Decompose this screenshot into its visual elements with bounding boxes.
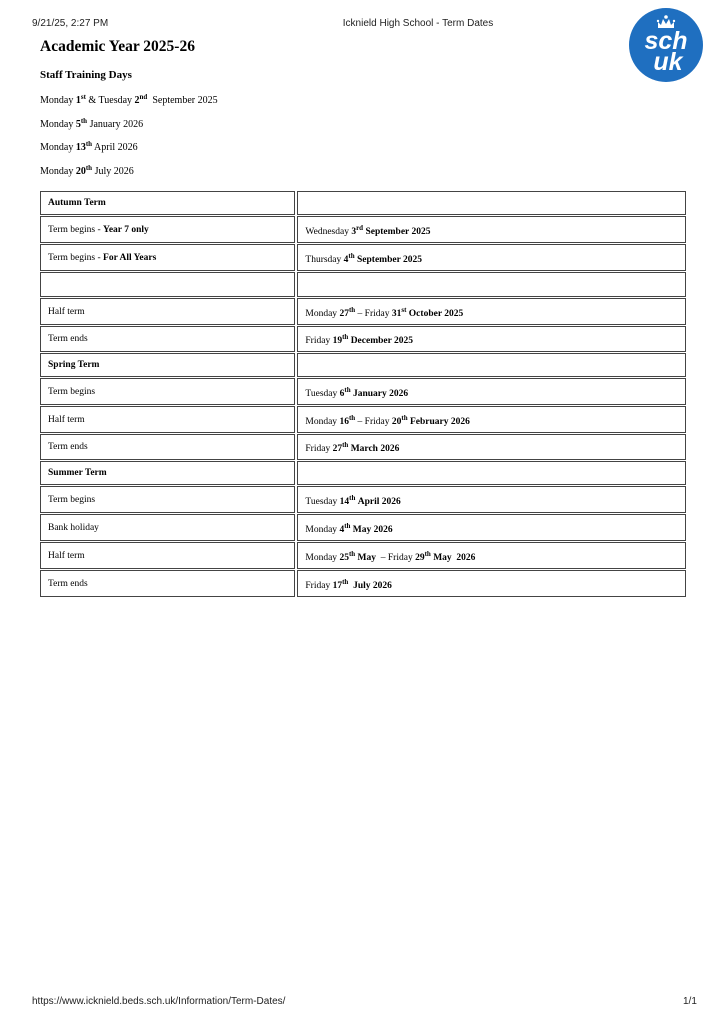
event-cell: Half term [40, 298, 295, 325]
blank-row [40, 272, 686, 297]
date-cell: Tuesday 6th January 2026 [297, 378, 686, 405]
term-heading-row [40, 191, 686, 215]
table-row [40, 486, 686, 513]
logo-text-uk: uk [653, 48, 683, 76]
event-cell: Term ends [40, 570, 295, 597]
training-day: Monday 13th April 2026 [40, 140, 138, 153]
event-cell: Bank holiday [40, 514, 295, 541]
event-cell: Term begins [40, 486, 295, 513]
event-cell: Autumn Term [40, 191, 295, 215]
date-cell: Tuesday 14th April 2026 [297, 486, 686, 513]
table-row [40, 406, 686, 433]
event-cell: Term ends [40, 326, 295, 352]
event-cell: Term begins - For All Years [40, 244, 295, 271]
staff-training-heading: Staff Training Days [40, 69, 132, 81]
term-heading-row [40, 461, 686, 485]
date-cell: Friday 17th July 2026 [297, 570, 686, 597]
date-cell: Wednesday 3rd September 2025 [297, 216, 686, 243]
date-cell: Friday 27th March 2026 [297, 434, 686, 460]
event-cell: Term ends [40, 434, 295, 460]
print-datetime: 9/21/25, 2:27 PM [32, 18, 109, 29]
date-cell: Monday 25th May – Friday 29th May 2026 [297, 542, 686, 569]
table-row [40, 326, 686, 352]
staff-training-list [40, 92, 218, 186]
date-cell: Monday 16th – Friday 20th February 2026 [297, 406, 686, 433]
event-cell [40, 272, 295, 297]
event-cell: Summer Term [40, 461, 295, 485]
training-day: Monday 5th January 2026 [40, 116, 144, 130]
print-page-title: Icknield High School - Term Dates [342, 18, 494, 29]
page-title: Academic Year 2025-26 [40, 38, 195, 55]
event-cell: Half term [40, 406, 295, 433]
date-cell [297, 272, 686, 297]
training-day: Monday 1st & Tuesday 2nd September 2025 [40, 93, 218, 106]
logo-text-sch: sch [644, 27, 688, 55]
date-cell: Thursday 4th September 2025 [297, 244, 686, 271]
print-header [0, 14, 724, 34]
term-heading-row [40, 353, 686, 377]
term-dates-table [38, 190, 688, 598]
table-row [40, 542, 686, 569]
date-cell [297, 353, 686, 377]
event-cell: Spring Term [40, 353, 295, 377]
table-row [40, 216, 686, 243]
table-row [40, 434, 686, 460]
sch-uk-logo [628, 7, 704, 83]
page-number: 1/1 [683, 996, 697, 1007]
event-cell: Term begins [40, 378, 295, 405]
date-cell: Monday 27th – Friday 31st October 2025 [297, 298, 686, 325]
event-cell: Term begins - Year 7 only [40, 216, 295, 243]
date-cell: Monday 4th May 2026 [297, 514, 686, 541]
page-url: https://www.icknield.beds.sch.uk/Information/Term-Dates/ [32, 996, 286, 1007]
date-cell [297, 461, 686, 485]
table-row [40, 244, 686, 271]
table-row [40, 514, 686, 541]
table-row [40, 570, 686, 597]
date-cell: Friday 19th December 2025 [297, 326, 686, 352]
training-day: Monday 20th July 2026 [40, 163, 134, 177]
event-cell: Half term [40, 542, 295, 569]
table-row [40, 298, 686, 325]
date-cell [297, 191, 686, 215]
table-row [40, 378, 686, 405]
